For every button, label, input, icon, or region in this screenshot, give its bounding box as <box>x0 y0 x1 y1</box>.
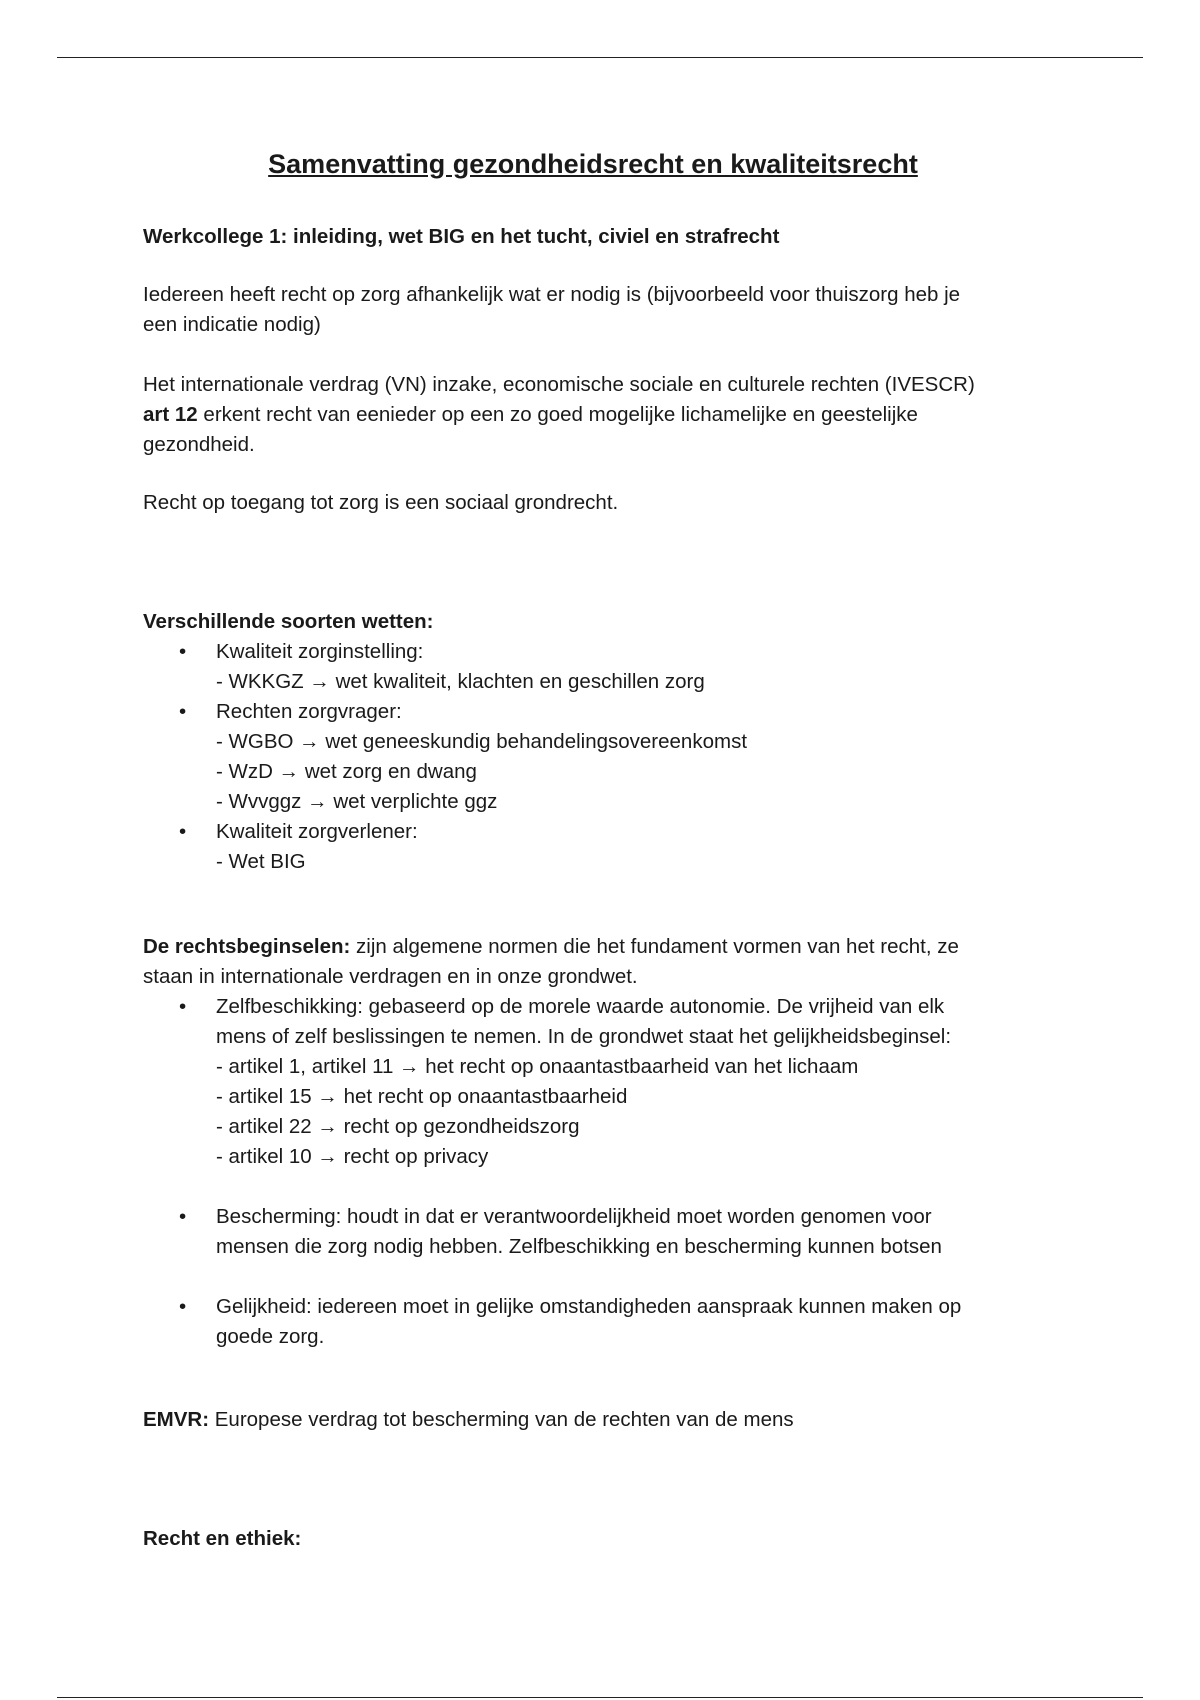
list-item-label: Kwaliteit zorgverlener: <box>216 820 418 843</box>
list-item-line: Zelfbeschikking: gebaseerd op de morele waarde autonomie. De vrijheid van elk <box>216 995 945 1018</box>
paragraph-emvr <box>143 1405 1043 1435</box>
bullet-icon: • <box>179 1295 187 1318</box>
bullet-icon: • <box>179 700 187 723</box>
list-item <box>143 697 1043 817</box>
list-item <box>143 992 1043 1172</box>
list-item-sub: - Wet BIG <box>216 850 306 873</box>
list-item-line: Bescherming: houdt in dat er verantwoordelijkheid moet worden genomen voor <box>216 1205 932 1228</box>
list-item-sub: - WKKGZ → wet kwaliteit, klachten en geschillen zorg <box>216 670 705 693</box>
list-item-line: Gelijkheid: iedereen moet in gelijke omstandigheden aanspraak kunnen maken op <box>216 1295 962 1318</box>
principles-intro <box>143 932 1043 992</box>
paragraph-line-rest: zijn algemene normen die het fundament vormen van het recht, ze <box>350 935 959 958</box>
emvr-bold: EMVR: <box>143 1408 210 1431</box>
bullet-icon: • <box>179 1205 187 1228</box>
laws-heading: Verschillende soorten wetten: <box>143 610 434 633</box>
list-item-line: - artikel 10 → recht op privacy <box>216 1145 489 1168</box>
bullet-icon: • <box>179 995 187 1018</box>
paragraph-grondrecht: Recht op toegang tot zorg is een sociaal grondrecht. <box>143 491 619 514</box>
paragraph-line: Het internationale verdrag (VN) inzake, economische sociale en culturele rechten (IVESCR) <box>143 373 975 396</box>
paragraph-zorg-recht <box>143 280 1043 340</box>
list-item-line: - artikel 22 → recht op gezondheidszorg <box>216 1115 580 1138</box>
paragraph-line <box>143 400 1043 430</box>
list-item-line: mensen die zorg nodig hebben. Zelfbeschikking en bescherming kunnen botsen <box>216 1235 942 1258</box>
bullet-icon: • <box>179 640 187 663</box>
header-rule <box>57 57 1143 58</box>
paragraph-line-rest: erkent recht van eenieder op een zo goed mogelijke lichamelijke en geestelijke <box>197 403 918 426</box>
paragraph-line: een indicatie nodig) <box>143 313 321 336</box>
list-item <box>143 1292 1043 1352</box>
list-item-line: mens of zelf beslissingen te nemen. In de grondwet staat het gelijkheidsbeginsel: <box>216 1025 952 1048</box>
list-item <box>143 1202 1043 1262</box>
paragraph-line <box>143 932 1043 962</box>
art-12-bold: art 12 <box>143 403 198 426</box>
list-item-line: goede zorg. <box>216 1325 325 1348</box>
principles-heading-bold: De rechtsbeginselen: <box>143 935 351 958</box>
list-item-sub: - WzD → wet zorg en dwang <box>216 760 477 783</box>
section-heading-werkcollege: Werkcollege 1: inleiding, wet BIG en het tucht, civiel en strafrecht <box>143 225 780 248</box>
paragraph-ivescr <box>143 370 1043 460</box>
paragraph-line: Iedereen heeft recht op zorg afhankelijk wat er nodig is (bijvoorbeeld voor thuiszorg heb je <box>143 283 961 306</box>
list-item-label: Rechten zorgvrager: <box>216 700 402 723</box>
list-item <box>143 637 1043 697</box>
paragraph-line-rest: Europese verdrag tot bescherming van de rechten van de mens <box>209 1408 794 1431</box>
paragraph-line: staan in internationale verdragen en in onze grondwet. <box>143 965 638 988</box>
laws-list <box>143 637 1043 877</box>
ethics-heading: Recht en ethiek: <box>143 1527 302 1550</box>
principles-list <box>143 992 1043 1352</box>
document-title: Samenvatting gezondheidsrecht en kwaliteitsrecht <box>268 149 918 179</box>
list-item-label: Kwaliteit zorginstelling: <box>216 640 424 663</box>
paragraph-line: gezondheid. <box>143 433 255 456</box>
list-item-line: - artikel 1, artikel 11 → het recht op onaantastbaarheid van het lichaam <box>216 1055 859 1078</box>
list-item-line: - artikel 15 → het recht op onaantastbaarheid <box>216 1085 628 1108</box>
list-item-sub: - WGBO → wet geneeskundig behandelingsovereenkomst <box>216 730 748 753</box>
list-item-sub: - Wvvggz → wet verplichte ggz <box>216 790 498 813</box>
list-item <box>143 817 1043 877</box>
bullet-icon: • <box>179 820 187 843</box>
footer-rule <box>57 1697 1143 1698</box>
